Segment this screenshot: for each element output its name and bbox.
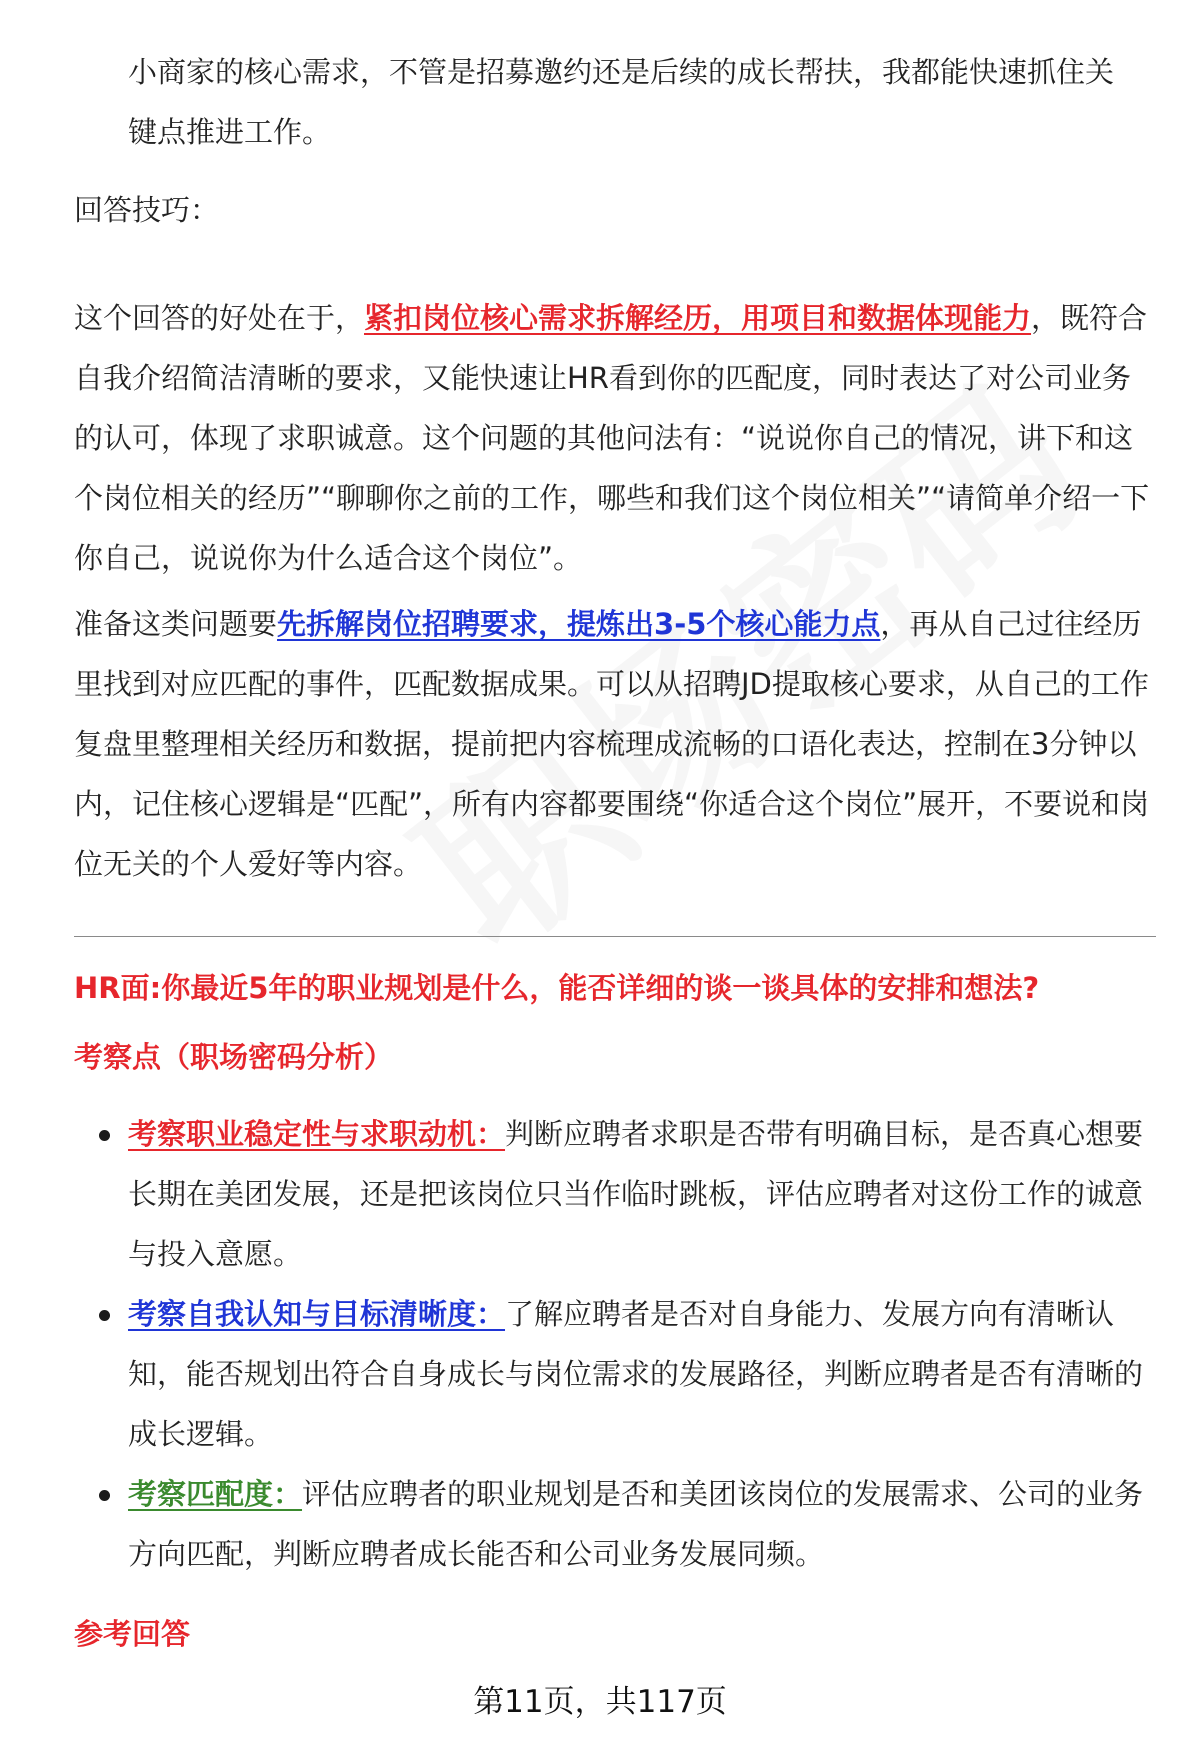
tip-highlight: 紧扣岗位核心需求拆解经历，用项目和数据体现能力	[364, 301, 1032, 335]
prep-highlight: 先拆解岗位招聘要求，提炼出3-5个核心能力点	[277, 607, 881, 641]
bullet-text: 了解应聘者是否对自身能力、发展方向有清晰认知，能否规划出符合自身成长与岗位需求的发展路径，判断应聘者是否有清晰的成长逻辑。	[128, 1297, 1144, 1451]
bullet-text: 判断应聘者求职是否带有明确目标，是否真心想要长期在美团发展，还是把该岗位只当作临时跳板，评估应聘者对这份工作的诚意与投入意愿。	[128, 1117, 1144, 1271]
page-footer: 第11页，共117页	[473, 1684, 727, 1720]
analysis-label: 考察点（职场密码分析）	[74, 1040, 394, 1074]
top-paragraph-line1: 小商家的核心需求，不管是招募邀约还是后续的成长帮扶，我都能快速抓住关	[128, 55, 1115, 89]
reference-answer-label: 参考回答	[74, 1617, 191, 1651]
analysis-bullet-list	[128, 1104, 1154, 1584]
bullet-title: 考察匹配度：	[128, 1477, 303, 1511]
bullet-item	[128, 1284, 1154, 1464]
tip-label: 回答技巧：	[74, 193, 220, 227]
tip-prefix: 这个回答的好处在于，	[74, 301, 365, 335]
bullet-text: 评估应聘者的职业规划是否和美团该岗位的发展需求、公司的业务方向匹配，判断应聘者成长能否和公司业务发展同频。	[128, 1477, 1144, 1571]
prep-prefix: 准备这类问题要	[74, 607, 278, 641]
section-divider	[74, 936, 1156, 937]
interview-question: HR面:你最近5年的职业规划是什么，能否详细的谈一谈具体的安排和想法?	[74, 971, 1040, 1005]
top-paragraph	[128, 42, 1154, 162]
prep-paragraph	[74, 594, 1154, 894]
tip-paragraph	[74, 288, 1154, 588]
bullet-title: 考察自我认知与目标清晰度：	[128, 1297, 506, 1331]
top-paragraph-line2: 键点推进工作。	[128, 115, 332, 149]
bullet-item	[128, 1464, 1154, 1584]
bullet-title: 考察职业稳定性与求职动机：	[128, 1117, 506, 1151]
bullet-dot-icon	[99, 1310, 110, 1321]
bullet-dot-icon	[99, 1130, 110, 1141]
bullet-item	[128, 1104, 1154, 1284]
bullet-dot-icon	[99, 1490, 110, 1501]
prep-rest: ，再从自己过往经历里找到对应匹配的事件，匹配数据成果。可以从招聘JD提取核心要求，从自己的工作复盘里整理相关经历和数据，提前把内容梳理成流畅的口语化表达，控制在3分钟以内，记住核心逻辑是“匹配”，所有内容都要围绕“你适合这个岗位”展开，不要说和岗位无关的个人爱好等内容。	[74, 607, 1150, 881]
tip-rest: ，既符合自我介绍简洁清晰的要求，又能快速让HR看到你的匹配度，同时表达了对公司业务的认可，体现了求职诚意。这个问题的其他问法有：“说说你自己的情况，讲下和这个岗位相关的经历”“聊聊你之前的工作，哪些和我们这个岗位相关”“请简单介绍一下你自己，说说你为什么适合这个岗位”。	[74, 301, 1150, 575]
